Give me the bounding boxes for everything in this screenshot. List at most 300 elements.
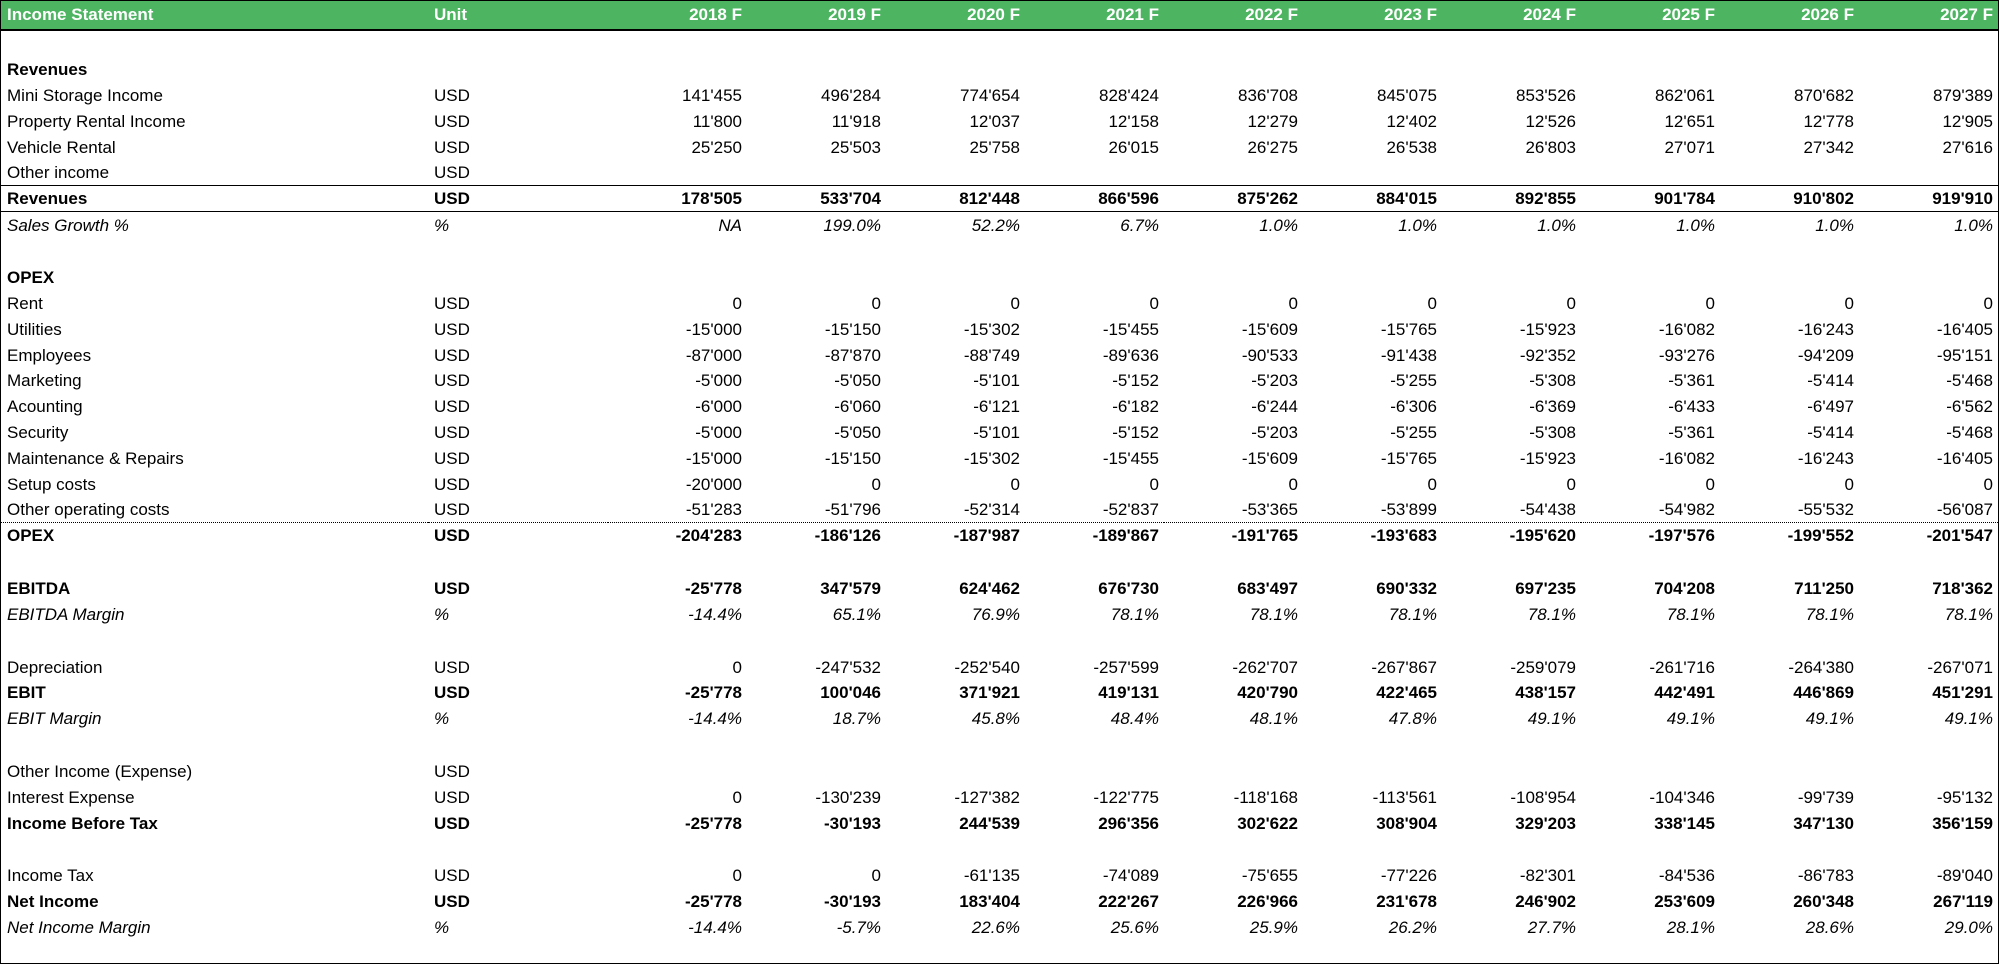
value-cell[interactable]: 48.4% — [1110, 709, 1159, 729]
row-unit[interactable]: USD — [434, 448, 470, 468]
value-cell[interactable]: -15'455 — [1102, 448, 1159, 468]
value-cell[interactable]: -5'255 — [1390, 371, 1437, 391]
value-cell[interactable]: -95'132 — [1936, 787, 1993, 807]
value-cell[interactable]: -93'276 — [1658, 345, 1715, 365]
value-cell[interactable] — [608, 759, 747, 785]
value-cell[interactable] — [1303, 160, 1442, 186]
row-unit[interactable]: % — [434, 917, 450, 937]
value-cell[interactable]: 49.1% — [1944, 709, 1993, 729]
value-cell[interactable]: -14.4% — [688, 709, 742, 729]
value-cell[interactable]: 302'622 — [1237, 813, 1298, 833]
row-label[interactable]: Sales Growth % — [7, 215, 129, 235]
value-cell[interactable]: 1.0% — [1954, 215, 1993, 235]
row-unit[interactable]: USD — [434, 892, 470, 912]
value-cell[interactable]: 446'869 — [1793, 683, 1854, 703]
value-cell[interactable]: 78.1% — [1110, 604, 1159, 624]
row-unit[interactable]: USD — [434, 397, 470, 417]
value-cell[interactable]: -252'540 — [954, 657, 1020, 677]
row-label[interactable]: Vehicle Rental — [7, 137, 116, 157]
value-cell[interactable] — [1720, 759, 1859, 785]
value-cell[interactable]: -187'987 — [953, 526, 1020, 546]
row-unit[interactable]: USD — [434, 787, 470, 807]
value-cell[interactable]: -5'050 — [834, 422, 881, 442]
value-cell[interactable]: 25'503 — [830, 137, 881, 157]
value-cell[interactable]: -15'000 — [685, 319, 742, 339]
value-cell[interactable]: -54'982 — [1581, 497, 1720, 523]
header-year[interactable]: 2019 F — [747, 1, 886, 30]
value-cell[interactable]: -113'561 — [1372, 787, 1437, 807]
value-cell[interactable]: 828'424 — [1099, 86, 1159, 106]
value-cell[interactable]: 862'061 — [1655, 86, 1715, 106]
value-cell[interactable]: -15'302 — [963, 448, 1020, 468]
value-cell[interactable]: 0 — [1288, 293, 1298, 313]
value-cell[interactable]: -15'150 — [824, 448, 881, 468]
value-cell[interactable]: NA — [718, 215, 742, 235]
header-unit[interactable]: Unit — [428, 1, 608, 30]
value-cell[interactable]: 329'203 — [1515, 813, 1576, 833]
value-cell[interactable]: 0 — [1844, 293, 1854, 313]
value-cell[interactable]: 1.0% — [1398, 215, 1437, 235]
value-cell[interactable]: 0 — [1844, 474, 1854, 494]
value-cell[interactable]: -92'352 — [1519, 345, 1576, 365]
value-cell[interactable]: 347'579 — [820, 578, 881, 598]
value-cell[interactable]: 12'905 — [1942, 111, 1993, 131]
header-year[interactable]: 2026 F — [1720, 1, 1859, 30]
value-cell[interactable]: -16'082 — [1658, 448, 1715, 468]
row-unit[interactable]: USD — [434, 422, 470, 442]
value-cell[interactable]: -99'739 — [1797, 787, 1854, 807]
empty-cell[interactable] — [1, 238, 1998, 265]
value-cell[interactable]: -5'000 — [695, 371, 742, 391]
value-cell[interactable]: -94'209 — [1797, 345, 1854, 365]
value-cell[interactable]: 6.7% — [1120, 215, 1159, 235]
value-cell[interactable]: -86'783 — [1797, 866, 1854, 886]
row-unit[interactable]: USD — [434, 761, 470, 781]
value-cell[interactable]: 0 — [1288, 474, 1298, 494]
value-cell[interactable]: 347'130 — [1793, 813, 1854, 833]
row-label[interactable]: Other operating costs — [1, 497, 428, 523]
row-unit[interactable]: USD — [434, 111, 470, 131]
header-year[interactable]: 2024 F — [1442, 1, 1581, 30]
value-cell[interactable]: -6'497 — [1807, 397, 1854, 417]
value-cell[interactable]: 65.1% — [832, 604, 881, 624]
header-year[interactable]: 2018 F — [608, 1, 747, 30]
value-cell[interactable]: -122'775 — [1093, 787, 1159, 807]
value-cell[interactable] — [1303, 759, 1442, 785]
row-label[interactable]: EBIT Margin — [7, 709, 102, 729]
value-cell[interactable]: -16'405 — [1936, 319, 1993, 339]
value-cell[interactable]: -5'203 — [1251, 422, 1298, 442]
value-cell[interactable]: 49.1% — [1666, 709, 1715, 729]
value-cell[interactable]: -30'193 — [824, 813, 881, 833]
value-cell[interactable]: -267'867 — [1371, 657, 1437, 677]
value-cell[interactable]: 711'250 — [1794, 578, 1854, 598]
value-cell[interactable]: 879'389 — [1933, 86, 1993, 106]
value-cell[interactable]: 690'332 — [1376, 578, 1437, 598]
value-cell[interactable]: 0 — [1010, 293, 1020, 313]
value-cell[interactable]: -61'135 — [963, 866, 1020, 886]
value-cell[interactable]: 338'145 — [1654, 813, 1715, 833]
value-cell[interactable]: 676'730 — [1098, 578, 1159, 598]
value-cell[interactable]: -15'000 — [685, 448, 742, 468]
value-cell[interactable]: -186'126 — [814, 526, 881, 546]
value-cell[interactable]: 78.1% — [1944, 604, 1993, 624]
value-cell[interactable]: 0 — [1983, 293, 1993, 313]
row-unit[interactable]: USD — [434, 578, 470, 598]
row-unit[interactable]: USD — [434, 866, 470, 886]
row-label[interactable]: Maintenance & Repairs — [7, 448, 184, 468]
value-cell[interactable]: -16'405 — [1936, 448, 1993, 468]
row-label[interactable]: Setup costs — [7, 474, 96, 494]
value-cell[interactable]: 246'902 — [1515, 892, 1576, 912]
header-title[interactable]: Income Statement — [1, 1, 428, 30]
empty-cell[interactable] — [1, 627, 1998, 654]
value-cell[interactable]: 845'075 — [1377, 86, 1437, 106]
row-label[interactable]: Net Income — [7, 892, 99, 912]
row-unit[interactable]: % — [434, 709, 450, 729]
value-cell[interactable] — [747, 759, 886, 785]
value-cell[interactable]: 422'465 — [1376, 683, 1437, 703]
value-cell[interactable]: -5'050 — [834, 371, 881, 391]
row-label[interactable]: Other Income (Expense) — [7, 761, 193, 781]
value-cell[interactable]: 49.1% — [1805, 709, 1854, 729]
header-year[interactable]: 2025 F — [1581, 1, 1720, 30]
value-cell[interactable] — [1859, 759, 1998, 785]
row-unit[interactable]: USD — [434, 293, 470, 313]
value-cell[interactable]: -53'899 — [1303, 497, 1442, 523]
value-cell[interactable]: -130'239 — [815, 787, 881, 807]
row-label[interactable]: Other income — [7, 163, 110, 183]
value-cell[interactable]: 11'918 — [831, 111, 881, 131]
value-cell[interactable]: 231'678 — [1376, 892, 1437, 912]
row-label[interactable]: EBIT — [7, 683, 46, 703]
value-cell[interactable]: -51'283 — [608, 497, 747, 523]
row-unit[interactable]: % — [434, 604, 450, 624]
row-unit[interactable]: USD — [434, 371, 470, 391]
value-cell[interactable]: -5'414 — [1807, 371, 1854, 391]
row-label[interactable]: EBITDA — [7, 578, 71, 598]
value-cell[interactable]: -189'867 — [1092, 526, 1159, 546]
value-cell[interactable]: -201'547 — [1926, 526, 1993, 546]
value-cell[interactable]: 25.6% — [1110, 917, 1159, 937]
value-cell[interactable]: -52'314 — [886, 497, 1025, 523]
value-cell[interactable]: 27'616 — [1942, 137, 1993, 157]
value-cell[interactable]: -118'168 — [1233, 787, 1298, 807]
value-cell[interactable]: 0 — [871, 474, 881, 494]
value-cell[interactable]: -52'837 — [1025, 497, 1164, 523]
value-cell[interactable]: -6'244 — [1251, 397, 1298, 417]
value-cell[interactable]: -5'152 — [1112, 422, 1159, 442]
header-year[interactable]: 2023 F — [1303, 1, 1442, 30]
value-cell[interactable]: 866'596 — [1025, 186, 1164, 212]
value-cell[interactable]: 78.1% — [1666, 604, 1715, 624]
value-cell[interactable]: -15'923 — [1519, 448, 1576, 468]
value-cell[interactable] — [1720, 160, 1859, 186]
value-cell[interactable]: 12'778 — [1803, 111, 1854, 131]
value-cell[interactable] — [1025, 759, 1164, 785]
value-cell[interactable]: 356'159 — [1932, 813, 1993, 833]
value-cell[interactable]: 12'158 — [1108, 111, 1159, 131]
value-cell[interactable]: 875'262 — [1164, 186, 1303, 212]
value-cell[interactable]: 901'784 — [1581, 186, 1720, 212]
value-cell[interactable]: 892'855 — [1442, 186, 1581, 212]
value-cell[interactable]: 27'071 — [1664, 137, 1715, 157]
value-cell[interactable]: 25'758 — [969, 137, 1020, 157]
row-unit[interactable]: USD — [428, 497, 608, 523]
value-cell[interactable]: -89'636 — [1102, 345, 1159, 365]
value-cell[interactable] — [1442, 759, 1581, 785]
value-cell[interactable]: 451'291 — [1932, 683, 1993, 703]
value-cell[interactable]: -6'121 — [973, 397, 1020, 417]
value-cell[interactable] — [747, 160, 886, 186]
value-cell[interactable]: 141'455 — [682, 86, 742, 106]
value-cell[interactable]: 0 — [1427, 474, 1437, 494]
value-cell[interactable] — [1859, 160, 1998, 186]
value-cell[interactable]: 0 — [1149, 474, 1159, 494]
value-cell[interactable]: 0 — [1705, 293, 1715, 313]
value-cell[interactable]: 26'015 — [1108, 137, 1159, 157]
value-cell[interactable]: -204'283 — [675, 526, 742, 546]
value-cell[interactable]: 26'538 — [1386, 137, 1437, 157]
row-unit[interactable]: USD — [428, 186, 608, 212]
value-cell[interactable]: -16'243 — [1797, 319, 1854, 339]
row-label[interactable]: Rent — [7, 293, 43, 313]
value-cell[interactable]: -91'438 — [1380, 345, 1437, 365]
value-cell[interactable]: 0 — [732, 866, 742, 886]
value-cell[interactable]: 26'275 — [1247, 137, 1298, 157]
value-cell[interactable]: 683'497 — [1237, 578, 1298, 598]
value-cell[interactable]: 0 — [732, 293, 742, 313]
row-unit[interactable]: USD — [434, 683, 470, 703]
value-cell[interactable]: -267'071 — [1927, 657, 1993, 677]
value-cell[interactable]: 697'235 — [1515, 578, 1576, 598]
value-cell[interactable]: -191'765 — [1231, 526, 1298, 546]
value-cell[interactable]: 12'402 — [1386, 111, 1437, 131]
row-unit[interactable]: USD — [434, 137, 470, 157]
value-cell[interactable]: -25'778 — [685, 683, 742, 703]
value-cell[interactable]: -84'536 — [1658, 866, 1715, 886]
row-unit[interactable]: USD — [434, 319, 470, 339]
value-cell[interactable]: 704'208 — [1654, 578, 1715, 598]
value-cell[interactable]: 78.1% — [1805, 604, 1854, 624]
value-cell[interactable]: -16'243 — [1797, 448, 1854, 468]
value-cell[interactable]: 12'279 — [1247, 111, 1298, 131]
row-label[interactable]: Income Tax — [7, 866, 94, 886]
value-cell[interactable]: -88'749 — [963, 345, 1020, 365]
value-cell[interactable]: -14.4% — [688, 604, 742, 624]
value-cell[interactable]: 919'910 — [1859, 186, 1998, 212]
value-cell[interactable]: -15'765 — [1380, 319, 1437, 339]
value-cell[interactable]: 76.9% — [971, 604, 1020, 624]
value-cell[interactable]: 496'284 — [821, 86, 881, 106]
value-cell[interactable]: -5'361 — [1668, 371, 1715, 391]
value-cell[interactable]: 27.7% — [1527, 917, 1576, 937]
value-cell[interactable]: -5'361 — [1668, 422, 1715, 442]
value-cell[interactable]: 884'015 — [1303, 186, 1442, 212]
value-cell[interactable]: -25'778 — [685, 578, 742, 598]
row-label[interactable]: Employees — [7, 345, 92, 365]
value-cell[interactable]: 253'609 — [1654, 892, 1715, 912]
value-cell[interactable]: 267'119 — [1933, 892, 1993, 912]
header-year[interactable]: 2021 F — [1025, 1, 1164, 30]
value-cell[interactable]: 0 — [871, 293, 881, 313]
value-cell[interactable]: -54'438 — [1442, 497, 1581, 523]
value-cell[interactable]: 52.2% — [971, 215, 1020, 235]
value-cell[interactable]: -77'226 — [1380, 866, 1437, 886]
value-cell[interactable]: -104'346 — [1649, 787, 1715, 807]
value-cell[interactable]: 12'526 — [1525, 111, 1576, 131]
value-cell[interactable]: -5'308 — [1529, 422, 1576, 442]
row-label[interactable]: Security — [7, 422, 69, 442]
header-year[interactable]: 2027 F — [1859, 1, 1998, 30]
value-cell[interactable]: -6'306 — [1390, 397, 1437, 417]
value-cell[interactable]: -5'255 — [1390, 422, 1437, 442]
row-label[interactable]: Revenues — [1, 186, 428, 212]
value-cell[interactable]: -193'683 — [1370, 526, 1437, 546]
value-cell[interactable]: 308'904 — [1376, 813, 1437, 833]
value-cell[interactable]: 78.1% — [1249, 604, 1298, 624]
value-cell[interactable]: -15'150 — [824, 319, 881, 339]
value-cell[interactable]: 12'651 — [1664, 111, 1715, 131]
row-label[interactable]: Mini Storage Income — [7, 86, 163, 106]
row-label[interactable]: EBITDA Margin — [7, 604, 125, 624]
value-cell[interactable]: -90'533 — [1241, 345, 1298, 365]
value-cell[interactable] — [1581, 759, 1720, 785]
value-cell[interactable]: -89'040 — [1936, 866, 1993, 886]
value-cell[interactable]: 183'404 — [959, 892, 1020, 912]
value-cell[interactable]: -5'101 — [973, 371, 1020, 391]
value-cell[interactable]: -25'778 — [685, 892, 742, 912]
empty-cell[interactable] — [1, 30, 1998, 57]
value-cell[interactable]: -257'599 — [1093, 657, 1159, 677]
value-cell[interactable] — [886, 160, 1025, 186]
value-cell[interactable]: -5.7% — [836, 917, 881, 937]
value-cell[interactable]: 853'526 — [1516, 86, 1576, 106]
value-cell[interactable]: -197'576 — [1648, 526, 1715, 546]
value-cell[interactable]: 0 — [1427, 293, 1437, 313]
value-cell[interactable]: 199.0% — [823, 215, 881, 235]
value-cell[interactable]: -14.4% — [688, 917, 742, 937]
row-label[interactable]: OPEX — [7, 526, 55, 546]
value-cell[interactable]: 1.0% — [1815, 215, 1854, 235]
value-cell[interactable]: 0 — [1983, 474, 1993, 494]
value-cell[interactable]: -74'089 — [1102, 866, 1159, 886]
value-cell[interactable]: 22.6% — [971, 917, 1020, 937]
value-cell[interactable]: -15'923 — [1519, 319, 1576, 339]
value-cell[interactable]: 78.1% — [1388, 604, 1437, 624]
value-cell[interactable]: 100'046 — [820, 683, 881, 703]
row-unit[interactable]: USD — [434, 345, 470, 365]
row-label[interactable]: Net Income Margin — [7, 917, 151, 937]
value-cell[interactable]: 836'708 — [1238, 86, 1298, 106]
value-cell[interactable]: 420'790 — [1237, 683, 1298, 703]
value-cell[interactable]: 0 — [1149, 293, 1159, 313]
value-cell[interactable]: 244'539 — [959, 813, 1020, 833]
value-cell[interactable]: 419'131 — [1098, 683, 1159, 703]
value-cell[interactable]: 1.0% — [1259, 215, 1298, 235]
value-cell[interactable]: -5'203 — [1251, 371, 1298, 391]
value-cell[interactable]: -5'152 — [1112, 371, 1159, 391]
row-label[interactable]: Utilities — [7, 319, 62, 339]
value-cell[interactable]: 774'654 — [960, 86, 1020, 106]
value-cell[interactable]: 29.0% — [1944, 917, 1993, 937]
value-cell[interactable]: 27'342 — [1803, 137, 1854, 157]
value-cell[interactable]: -6'562 — [1946, 397, 1993, 417]
value-cell[interactable]: -261'716 — [1649, 657, 1715, 677]
value-cell[interactable]: 26'803 — [1525, 137, 1576, 157]
value-cell[interactable]: -25'778 — [685, 813, 742, 833]
value-cell[interactable]: -87'870 — [824, 345, 881, 365]
value-cell[interactable]: 28.6% — [1805, 917, 1854, 937]
value-cell[interactable]: 718'362 — [1932, 578, 1993, 598]
value-cell[interactable]: 260'348 — [1793, 892, 1854, 912]
value-cell[interactable]: 624'462 — [959, 578, 1020, 598]
header-year[interactable]: 2020 F — [886, 1, 1025, 30]
value-cell[interactable]: -15'609 — [1241, 319, 1298, 339]
value-cell[interactable]: -247'532 — [815, 657, 881, 677]
value-cell[interactable]: -5'468 — [1946, 371, 1993, 391]
row-label[interactable]: Interest Expense — [7, 787, 135, 807]
opex-heading[interactable]: OPEX — [7, 268, 55, 288]
value-cell[interactable] — [1442, 160, 1581, 186]
header-year[interactable]: 2022 F — [1164, 1, 1303, 30]
value-cell[interactable]: 0 — [1566, 293, 1576, 313]
value-cell[interactable]: -262'707 — [1232, 657, 1298, 677]
empty-cell[interactable] — [1, 549, 1998, 576]
value-cell[interactable]: 226'966 — [1237, 892, 1298, 912]
value-cell[interactable] — [1164, 759, 1303, 785]
value-cell[interactable]: 0 — [1010, 474, 1020, 494]
row-label[interactable]: Property Rental Income — [7, 111, 186, 131]
value-cell[interactable]: -264'380 — [1788, 657, 1854, 677]
empty-cell[interactable] — [1, 836, 1998, 863]
value-cell[interactable]: -6'000 — [695, 397, 742, 417]
row-label[interactable]: Depreciation — [7, 657, 103, 677]
value-cell[interactable]: -5'468 — [1946, 422, 1993, 442]
empty-cell[interactable] — [1, 732, 1998, 759]
value-cell[interactable]: -15'455 — [1102, 319, 1159, 339]
value-cell[interactable]: 0 — [732, 657, 742, 677]
value-cell[interactable]: -16'082 — [1658, 319, 1715, 339]
value-cell[interactable]: -15'302 — [963, 319, 1020, 339]
value-cell[interactable]: 812'448 — [886, 186, 1025, 212]
row-unit[interactable]: USD — [434, 86, 470, 106]
value-cell[interactable] — [1581, 160, 1720, 186]
value-cell[interactable]: -6'182 — [1112, 397, 1159, 417]
value-cell[interactable]: 296'356 — [1098, 813, 1159, 833]
value-cell[interactable]: -55'532 — [1720, 497, 1859, 523]
value-cell[interactable]: 49.1% — [1527, 709, 1576, 729]
value-cell[interactable]: -199'552 — [1787, 526, 1854, 546]
value-cell[interactable]: -95'151 — [1936, 345, 1993, 365]
value-cell[interactable]: 28.1% — [1666, 917, 1715, 937]
value-cell[interactable]: 78.1% — [1527, 604, 1576, 624]
value-cell[interactable]: -195'620 — [1509, 526, 1576, 546]
value-cell[interactable]: 26.2% — [1388, 917, 1437, 937]
value-cell[interactable]: -5'000 — [695, 422, 742, 442]
value-cell[interactable]: -15'609 — [1241, 448, 1298, 468]
value-cell[interactable] — [1025, 160, 1164, 186]
value-cell[interactable]: 48.1% — [1249, 709, 1298, 729]
value-cell[interactable] — [886, 759, 1025, 785]
value-cell[interactable] — [1164, 160, 1303, 186]
value-cell[interactable]: 0 — [732, 787, 742, 807]
value-cell[interactable]: -51'796 — [747, 497, 886, 523]
value-cell[interactable]: 0 — [1566, 474, 1576, 494]
value-cell[interactable]: 533'704 — [747, 186, 886, 212]
value-cell[interactable]: 0 — [1705, 474, 1715, 494]
value-cell[interactable]: -15'765 — [1380, 448, 1437, 468]
